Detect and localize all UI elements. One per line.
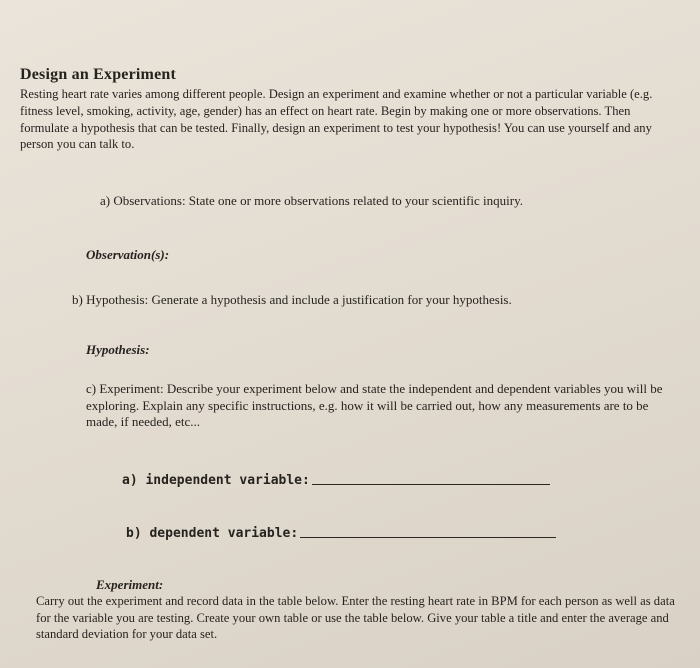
hypothesis-label: Hypothesis: bbox=[86, 342, 150, 357]
experiment-instructions: Carry out the experiment and record data in the table below. Enter the resting heart rate in BPM for each person as well as data for the variable you are testing. Create your own table or use the table below. Give your table a title and enter the average and standard deviation for your data set. bbox=[36, 594, 675, 641]
independent-variable-label: a) independent variable: bbox=[122, 473, 310, 488]
independent-variable-line bbox=[122, 473, 550, 488]
intro-paragraph: Resting heart rate varies among different people. Design an experiment and examine whether or not a particular variable (e.g. fitness level, smoking, activity, age, gender) has an effect on heart rate. Begin by making one or more observations. Then formulate a hypothesis that can be tested. Finally, design an experiment to test your hypothesis! You can use yourself and any person you can talk to. bbox=[20, 87, 653, 152]
part-b-prompt: b) Hypothesis: Generate a hypothesis and include a justification for your hypothesis. bbox=[72, 292, 512, 307]
dependent-variable-label: b) dependent variable: bbox=[126, 526, 299, 541]
dependent-variable-line bbox=[126, 526, 556, 541]
dependent-variable-blank[interactable] bbox=[300, 536, 556, 538]
part-a-prompt: a) Observations: State one or more observations related to your scientific inquiry. bbox=[100, 193, 523, 208]
independent-variable-blank[interactable] bbox=[312, 483, 550, 485]
part-c-prompt: c) Experiment: Describe your experiment below and state the independent and dependent variables you will be exploring. Explain any specific instructions, e.g. how it will be carried out, how any measurements are to be made, if needed, etc... bbox=[86, 381, 663, 429]
observations-label: Observation(s): bbox=[86, 247, 170, 262]
experiment-label: Experiment: bbox=[96, 577, 164, 592]
worksheet-title: Design an Experiment bbox=[20, 66, 176, 83]
